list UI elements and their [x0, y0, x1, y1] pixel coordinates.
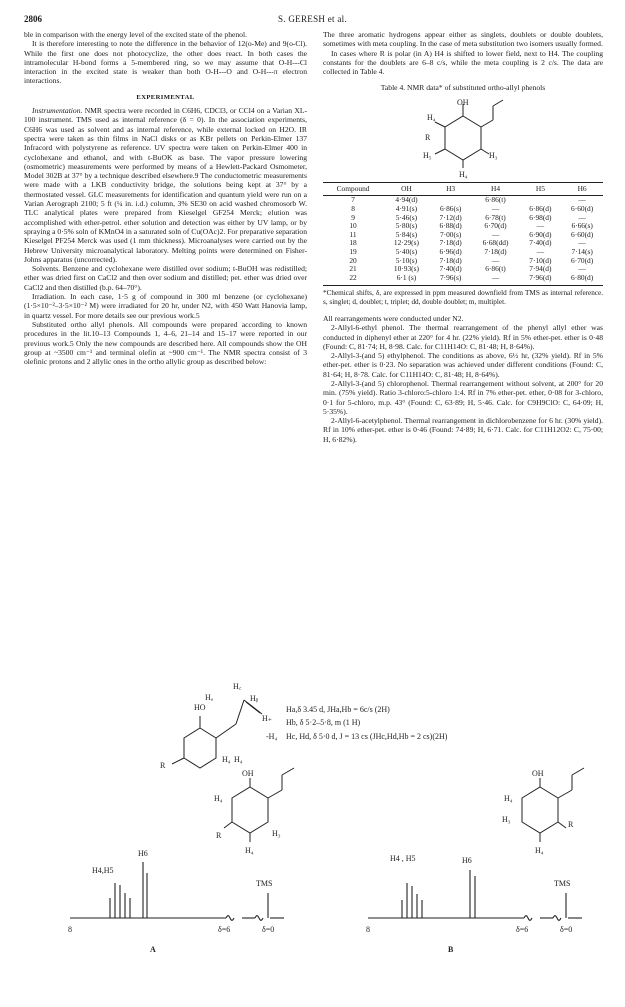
table-cell: 20: [349, 255, 357, 265]
table-cell: 6·66(s): [571, 221, 593, 231]
table-cell: 6·90(d): [529, 229, 552, 239]
table-cell: —: [491, 255, 500, 265]
table-cell: 6·86(t): [485, 264, 506, 274]
table-cell: 9: [351, 212, 355, 222]
svg-text:H₄: H₄: [504, 794, 513, 803]
table-cell: 4·91(s): [395, 203, 418, 213]
axis-tick-label: δ=6: [516, 925, 529, 934]
svg-text:R: R: [216, 831, 222, 840]
paragraph: 2-Allyl-3-(and 5) chlorophenol. Thermal rearrangement without solvent, at 200° for 20 min. (75% yield). Ratio 3-chloro:5-chloro 1:4. Rf in 7% ether-pet. ether, 0·08 for 3-chloro, 0·1 for 5-chloro, m.p. 43° (Found: C, 63·89; H, 5·46. Calc. for C9H9ClO: C, 64·09; H, 5·35%).: [323, 378, 603, 416]
paragraph: Solvents. Benzene and cyclohexane were distilled over sodium; t-BuOH was redistilled; ether was dried first on CaCl2 and then over sodium and distilled; pet. ether was dried over CaCl2 and then distilled (b.p. 64–70°).: [24, 264, 307, 292]
paragraph: In cases where R is polar (in A) H4 is shifted to lower field, next to H4. The coupling constants for the doublets are 6–8 c/s, while the meta coupling is 2 c/s. The data are collected in Table 4.: [323, 48, 603, 77]
peak-label: H4 , H5: [390, 854, 416, 863]
table-cell: 7·00(s): [439, 229, 462, 239]
table-cell: 7: [351, 195, 355, 205]
table-cell: 4·94(d): [395, 195, 418, 205]
svg-text:R: R: [425, 132, 431, 142]
table-cell: 10·93(s): [393, 264, 419, 274]
svg-text:H₄: H₄: [234, 755, 243, 764]
page-number: 2806: [24, 14, 42, 24]
svg-text:H₄: H₄: [459, 169, 468, 179]
table-cell: —: [491, 229, 500, 239]
table-cell: 21: [349, 264, 357, 274]
table-cell: —: [491, 203, 500, 213]
table-cell: 6·68(dd): [482, 238, 509, 248]
svg-text:H꜀: H꜀: [233, 682, 242, 691]
table-cell: 8: [351, 203, 355, 213]
tms-label: TMS: [256, 879, 273, 888]
table-cell: 5·10(s): [395, 255, 418, 265]
table-cell: 11: [349, 229, 357, 239]
table-cell: 6·86(s): [439, 203, 462, 213]
table-cell: 6·1 (s): [383, 274, 430, 286]
svg-text:OH: OH: [532, 769, 544, 778]
column-header: OH: [383, 182, 430, 196]
column-header: H3: [430, 182, 472, 196]
table-cell: 7·96(d): [520, 274, 562, 286]
paragraph: Substituted ortho allyl phenols. All compounds were prepared according to known procedures in the lit.10–13 Compounds 1, 4–6, 21–14 and 15–17 were reported in our previous work.5 Only the new compounds are described here. All compounds show the OH group at ~3500 cm⁻¹ and terminal olefin at ~900 cm⁻¹. The NMR spectra consist of 3 olefinic protons and 2 allylic ones in the ortho allylic group as described below:: [24, 319, 307, 367]
table-cell: 5·84(s): [395, 229, 418, 239]
column-header: H5: [520, 182, 562, 196]
axis-tick-label: δ=0: [262, 925, 275, 934]
table-cell: 7·18(d): [484, 246, 507, 256]
svg-text:H₃: H₃: [489, 150, 498, 160]
table-cell: 6·80(d): [561, 274, 603, 286]
tms-label: TMS: [554, 879, 571, 888]
paragraph: Irradiation. In each case, 1·5 g of compound in 300 ml benzene (or cyclohexane) (1·5×10⁻²–3·5×10⁻² M) were irradiated for 20 hr, under N2, with 450 Watt Hanovia lamp, in quartz vessel. For more details see our previous work.5: [24, 292, 307, 320]
table-cell: 5·46(s): [395, 212, 418, 222]
paragraph: 2-Allyl-3-(and 5) ethylphenol. The conditions as above, 6½ hr, (32% yield). Rf in 5% ether-pet. ether is 0·23. No separation was achieved under different conditions (Found: C, 81·64; H, 8·78. Calc. for C11H14O: C, 81·48; H, 8·64%).: [323, 351, 603, 379]
axis-tick-label: 8: [366, 925, 370, 934]
svg-text:Hₐ: Hₐ: [205, 693, 213, 702]
table-cell: —: [471, 274, 519, 286]
section-title: EXPERIMENTAL: [136, 93, 195, 101]
running-title: S. GERESH et al.: [277, 14, 348, 24]
table-cell: —: [578, 238, 586, 248]
table-cell: 6·88(d): [439, 221, 462, 231]
svg-text:Hᵦ: Hᵦ: [250, 694, 259, 703]
table-cell: 22: [323, 274, 383, 286]
column-header: Compound: [323, 182, 383, 196]
allyl-structure-icon: [172, 700, 262, 768]
peak-label: H6: [462, 856, 472, 865]
svg-text:H₄: H₄: [245, 846, 254, 855]
svg-text:R: R: [160, 761, 166, 770]
peak-label: H4,H5: [92, 866, 114, 875]
paragraph: It is therefore interesting to note the difference in the behavior of 12(o-Me) and 9(o-Cl). While the first one does not photocyclize, the other does react. In both cases the intramolecular H-bond forms a 5-membered ring, so we may assume that O-H---Cl interaction in the excited state is weaker than both O-H---O and O-H---π electron interactions.: [24, 39, 307, 86]
table-cell: 7·94(d): [529, 264, 552, 274]
spectrum-b-label: B: [448, 945, 454, 954]
table-cell: —: [578, 212, 586, 222]
table-cell: 6·78(t): [485, 212, 506, 222]
table-cell: 6·70(d): [571, 255, 594, 265]
svg-text:H₄: H₄: [222, 755, 231, 764]
svg-text:OH: OH: [457, 97, 469, 107]
paragraph: 2-Allyl-6-ethyl phenol. The thermal rearrangement of the phenyl allyl ether was conducted in diphenyl ether at 220° for 4 hr. (22% yield). Rf in 5% ether-pet. ether is 0·48 (Found: C, 81·74; H, 8·98. Calc. for C11H14O: C, 81·48; H, 8·64%).: [323, 323, 603, 351]
table-cell: 6·60(d): [571, 203, 594, 213]
svg-text:H₃: H₃: [502, 815, 511, 824]
column-header: H4: [471, 182, 519, 196]
table-cell: 7·96(s): [430, 274, 472, 286]
table-cell: 7·40(d): [529, 238, 552, 248]
paragraph: The three aromatic hydrogens appear either as singlets, doublets or double doublets, sometimes with meta coupling. In the case of meta substitution two isomers usually formed.: [323, 30, 603, 49]
table-cell: 6·60(d): [571, 229, 594, 239]
paragraph: All rearrangements were conducted under N2.: [323, 313, 464, 323]
table-footnote: *Chemical shifts, δ, are expressed in ppm measured downfield from TMS as internal reference. s, singlet; d, doublet; t, triplet; dd, double doublet; m, multiplet.: [323, 289, 603, 307]
svg-text:H₊: H₊: [262, 714, 272, 723]
table-cell: 7·14(s): [571, 246, 593, 256]
table-cell: 10: [349, 221, 357, 231]
table-cell: 5·40(s): [395, 246, 418, 256]
svg-text:H₄: H₄: [214, 794, 223, 803]
svg-text:OH: OH: [242, 769, 254, 778]
axis-tick-label: δ=6: [218, 925, 231, 934]
table-cell: 7·40(d): [439, 264, 462, 274]
table-cell: —: [536, 221, 545, 231]
table-cell: 7·18(d): [439, 238, 462, 248]
run-in-heading: Instrumentation.: [32, 106, 83, 116]
table-title: Table 4. NMR data* of substituted ortho-allyl phenols: [380, 83, 546, 93]
svg-text:H₃: H₃: [272, 829, 281, 838]
structure-a-icon: [224, 768, 294, 842]
nmr-assignment-line: Hb, δ 5·2–5·8, m (1 H): [286, 718, 361, 727]
axis-tick-label: δ=0: [560, 925, 573, 934]
table-cell: 7·18(d): [439, 255, 462, 265]
spectrum-b: [368, 870, 582, 920]
table-cell: 12·29(s): [393, 238, 419, 248]
table-cell: 6·86(t): [485, 195, 506, 205]
table-cell: —: [536, 246, 545, 256]
table-cell: 19: [349, 246, 357, 256]
table-cell: —: [578, 264, 586, 274]
svg-text:HO: HO: [194, 703, 206, 712]
peak-label: H6: [138, 849, 148, 858]
svg-text:H₄: H₄: [427, 112, 436, 122]
svg-text:H₅: H₅: [423, 150, 432, 160]
svg-text:-H₄: -H₄: [266, 732, 278, 741]
table-cell: 5·80(s): [395, 221, 418, 231]
axis-tick-label: 8: [68, 925, 72, 934]
table-cell: 7·10(d): [529, 255, 552, 265]
column-header: H6: [561, 182, 603, 196]
spectrum-a-label: A: [150, 945, 156, 954]
structure-b-icon: [522, 768, 584, 842]
table-cell: —: [578, 195, 586, 205]
nmr-assignment-line: Ha,δ 3.45 d, JHa,Hb = 6c/s (2H): [286, 705, 390, 714]
table-cell: 7·12(d): [439, 212, 462, 222]
svg-text:H₄: H₄: [535, 846, 544, 855]
table-cell: 6·98(d): [529, 212, 552, 222]
table-cell: 6·86(d): [529, 203, 552, 213]
paragraph-text: NMR spectra were recorded in C6H6, CDCl3, or CCl4 on a Varian XL-100 instrument. TMS used as internal reference (δ = 0). In the association experiments, C6H6 was used as solvent and as internal reference, while external locked on H2O. IR spectra were taken as thin films in NaCl disks or as KBr pellets on Perkin-Elmer 137 Infracord with polystyrene as reference. UV spectra were taken on Perkin-Elmer 400 in cyclohexane and ethanol, and with t-BuOK as base. The vapor pressure lowering (osmometric) measurements were performed by means of a Hewlett-Packard Osmometer, Model 302B at 37° by a technique described elsewhere.9 The conductometric measurements were made with a LKB conductivity bridge, the solutions being kept at 37° by a thermostated vessel. GLC measurements for identification and quantum yield were run on a Varian Aerograph 2100; 5 ft (¼ in. i.d.) column, 3% SE30 on acid washed chromosorb W. TLC analytical plates were prepared from Kieselgel GF254 Merck; elution was accomplished with ether-petrol. ether solution and detection was either by UV lamp, or by spraying a 0·5% soln of KMnO4 in a saturated soln of Cu(OAc)2. For preparative separation Kieselgel PF254 Merck was used (1 mm thickness). Microanalyses were carried out by the Hebrew University microanalytical laboratory. Melting points were determined on Fisher-Johns apparatus (uncorrected).: [24, 106, 307, 264]
nmr-assignment-line: Hc, Hd, δ 5·0 d, J = 13 cs (JHc,Hd,Hb = 2 cs)(2H): [286, 732, 448, 741]
svg-text:R: R: [568, 820, 574, 829]
table-cell: 6·70(d): [484, 221, 507, 231]
table-cell: 6·96(d): [439, 246, 462, 256]
paragraph: ble in comparison with the energy level of the excited state of the phenol.: [24, 30, 247, 39]
table-cell: 18: [349, 238, 357, 248]
paragraph: 2-Allyl-6-acetylphenol. Thermal rearrangement in dichlorobenzene for 6 hr. (30% yield). Rf in 10% ether-pet. ether is 0·46 (Found: 74·89; H, 6·71. Calc. for C11H12O2: C, 75·00; H, 6·82%).: [323, 416, 603, 444]
